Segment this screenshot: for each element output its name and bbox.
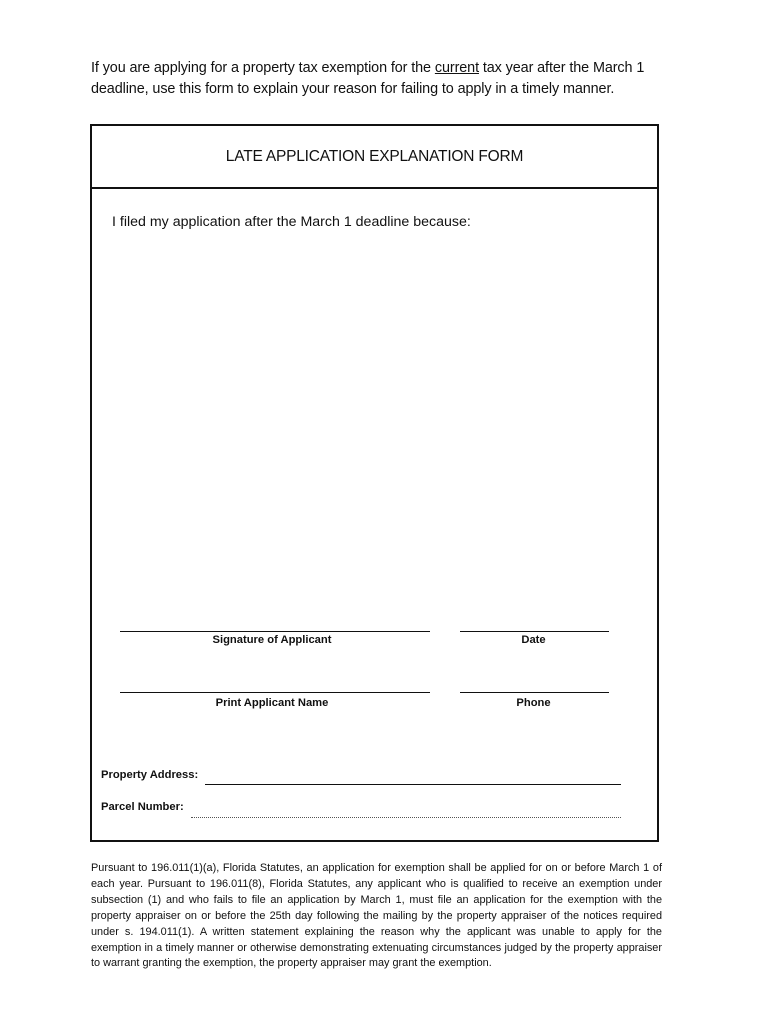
reason-textarea[interactable] bbox=[110, 238, 644, 622]
phone-line[interactable] bbox=[460, 692, 609, 693]
parcel-number-line[interactable] bbox=[191, 817, 621, 818]
property-address-line[interactable] bbox=[205, 784, 621, 785]
signature-line[interactable] bbox=[120, 631, 430, 632]
form-title-box bbox=[92, 126, 657, 189]
signature-label: Signature of Applicant bbox=[212, 634, 332, 646]
form-title: LATE APPLICATION EXPLANATION FORM bbox=[225, 147, 524, 165]
parcel-number-label: Parcel Number: bbox=[101, 801, 184, 813]
intro-after: tax year after the March 1 deadline, use this form to explain your reason for failing to apply in a timely manner. bbox=[91, 60, 645, 97]
intro-before: If you are applying for a property tax exemption for the bbox=[91, 60, 435, 76]
name-label: Print Applicant Name bbox=[215, 697, 329, 709]
date-line[interactable] bbox=[460, 631, 609, 632]
intro-underlined: current bbox=[434, 60, 479, 76]
intro-text bbox=[91, 58, 671, 100]
statute-notice: Pursuant to 196.011(1)(a), Florida Statutes, an application for exemption shall be applied for on or before March 1 of each year. Pursuant to 196.011(8), Florida Statutes, any applicant who is qualified to receive an exemption under subsection (1) and who fails to file an application by March 1, must file an application for the exemption with the property appraiser on or before the 25th day following the mailing by the property appraiser of the notices required under s. 194.011(1). A written statement explaining the reason why the applicant was unable to apply for the exemption in a timely manner or otherwise demonstrating extenuating circumstances judged by the property appraiser to warrant granting the exemption, the property appraiser may grant the exemption. bbox=[91, 862, 662, 970]
reason-label: I filed my application after the March 1 deadline because: bbox=[112, 214, 471, 230]
date-label: Date bbox=[521, 634, 546, 646]
name-line[interactable] bbox=[120, 692, 430, 693]
phone-label: Phone bbox=[516, 697, 551, 709]
property-address-label: Property Address: bbox=[101, 769, 199, 781]
late-application-form bbox=[90, 124, 659, 842]
